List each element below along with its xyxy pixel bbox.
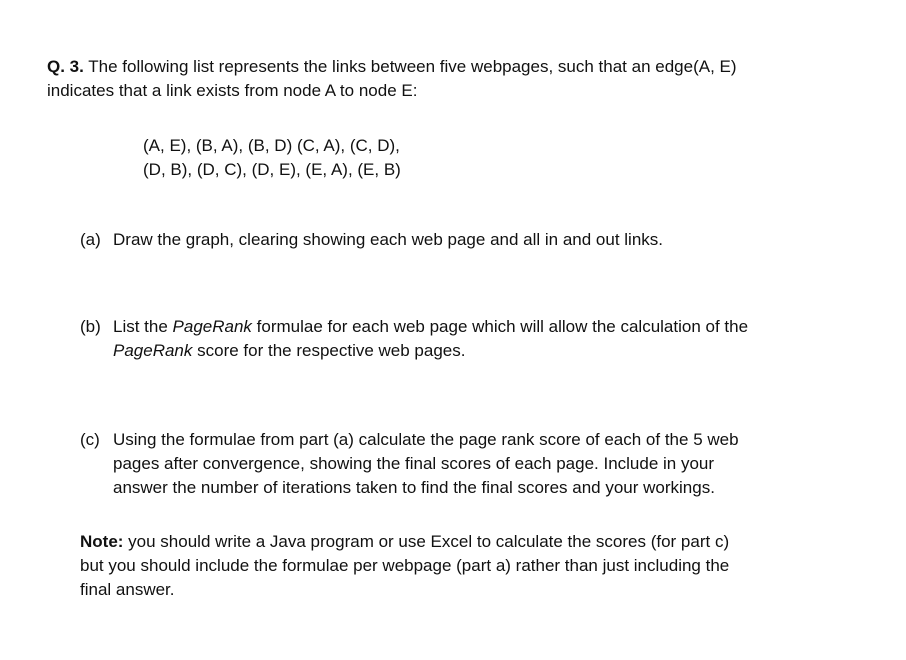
edge-list-line-2: (D, B), (D, C), (D, E), (E, A), (E, B): [143, 160, 401, 179]
part-c-label: (c): [80, 430, 100, 449]
part-b-emph-1: PageRank: [172, 317, 252, 336]
part-b-text: [113, 315, 870, 363]
note-line-2: but you should include the formulae per webpage (part a) rather than just including the: [80, 556, 730, 575]
edge-list-line-1: (A, E), (B, A), (B, D) (C, A), (C, D),: [143, 136, 400, 155]
question-intro-line-1: [47, 55, 887, 79]
note-text-1: you should write a Java program or use Excel to calculate the scores (for part c): [123, 532, 730, 551]
part-c-line-1: Using the formulae from part (a) calculate the page rank score of each of the 5 web: [113, 430, 739, 449]
part-c-line-2: pages after convergence, showing the final scores of each page. Include in your: [113, 454, 715, 473]
note-line-1: [80, 530, 870, 554]
edge-list: [143, 134, 743, 182]
question-intro-text-1: The following list represents the links between five webpages, such that an edge(A, E): [83, 57, 737, 76]
note-line-3: final answer.: [80, 580, 175, 599]
question-intro: [47, 55, 887, 103]
note: [80, 530, 870, 602]
part-b-emph-2: PageRank: [113, 341, 193, 360]
part-b-label: (b): [80, 317, 101, 336]
part-c-text: [113, 428, 870, 500]
part-a: [80, 228, 870, 252]
part-b-text-2: formulae for each web page which will allow the calculation of the: [251, 317, 749, 336]
part-a-label: (a): [80, 230, 101, 249]
part-c-line-3: answer the number of iterations taken to find the final scores and your workings.: [113, 478, 715, 497]
part-c: [80, 428, 870, 500]
part-b: [80, 315, 870, 363]
part-b-text-3: score for the respective web pages.: [192, 341, 466, 360]
part-b-text-1: List the: [113, 317, 173, 336]
part-a-text: Draw the graph, clearing showing each web page and all in and out links.: [113, 230, 664, 249]
question-intro-line-2: indicates that a link exists from node A to node E:: [47, 81, 418, 100]
note-label: Note:: [80, 532, 124, 551]
question-label: Q. 3.: [47, 57, 84, 76]
